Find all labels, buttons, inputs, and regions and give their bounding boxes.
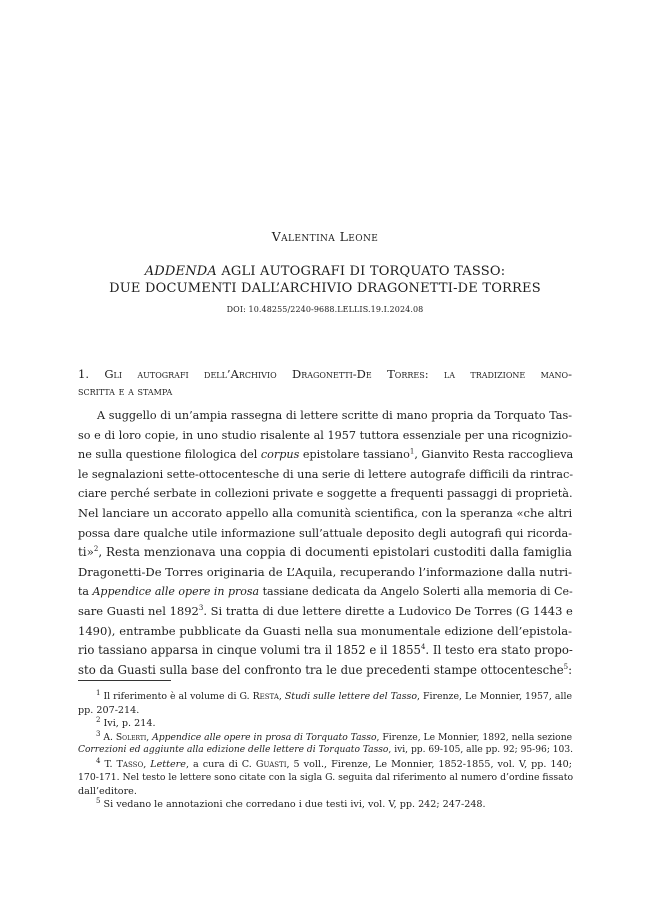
body-line: Dragonetti-De Torres originaria de L’Aquila, recuperando l’informazione dalla nutri-	[78, 564, 572, 579]
footnote-ref-4: 4	[420, 643, 426, 652]
title-line-2: DUE DOCUMENTI DALL’ARCHIVIO DRAGONETTI-DE TORRES	[109, 281, 541, 296]
body-line: rio tassiano apparsa in cinque volumi tra il 1852 e il 1855$^4$. Il testo era stato propo-	[78, 643, 573, 658]
footnote-ref-2: 2	[93, 545, 99, 554]
body-line: Nel lanciare un accorato appello alla comunità scientifica, con la speranza «che altri	[78, 505, 573, 520]
body-line: sto da Guasti sulla base del confronto tra le due precedenti stampe ottocentesche$^5$:	[78, 662, 573, 677]
article-title	[0, 263, 650, 297]
author-name: Valentina Leone	[271, 229, 379, 244]
footnote-5: $^5$ Si vedano le annotazioni che corredano i due testi ivi, vol. V, pp. 242; 247-248.	[96, 796, 486, 810]
title-line-1: ADDENDA AGLI AUTOGRAFI DI TORQUATO TASSO:	[144, 264, 506, 279]
footnote-ref-3: 3	[198, 604, 204, 613]
body-line: so e di loro copie, in uno studio risalente al 1957 tuttora essenziale per una ricognizio-	[78, 428, 572, 442]
body-line: ciare perché serbate in collezioni private e soggette a frequenti passaggi di proprietà.	[78, 487, 573, 501]
body-line: 1490), entrambe pubblicate da Guasti nella sua monumentale edizione dell’epistola-	[78, 623, 572, 638]
footnote-3-cont: Correzioni ed aggiunte alla edizione delle lettere di Torquato Tasso, ivi, pp. 69-105, alle pp. 92; 95-96; 103.	[78, 745, 574, 755]
section-heading	[78, 366, 572, 400]
body-line: A suggello di un’ampia rassegna di lettere scritte di mano propria da Torquato Tas-	[97, 409, 572, 422]
body-line: ta Appendice alle opere in prosa tassiane dedicata da Angelo Solerti alla memoria di Ce-	[78, 585, 573, 599]
body-line: le segnalazioni sette-ottocentesche di una serie di lettere autografe difficili da rintrac-	[78, 467, 574, 481]
footnotes	[78, 690, 572, 812]
doi-identifier: DOI: 10.48255/2240-9688.LELLIS.19.I.2024.08	[226, 305, 424, 314]
footnote-4-cont: 170-171. Nel testo le lettere sono citate con la sigla G. seguita dal riferimento al numero d’ordine fissato	[78, 772, 574, 783]
body-line: ti»$^2$, Resta menzionava una coppia di documenti epistolari custoditi dalla famiglia	[78, 545, 572, 560]
footnote-1: $^1$ Il riferimento è al volume di G. Resta, Studi sulle lettere del Tasso, Firenze, Le Monnier, 1957, alle	[96, 688, 572, 702]
footnote-ref-1: 1	[409, 447, 415, 456]
body-line: sare Guasti nel 1892$^3$. Si tratta di due lettere dirette a Ludovico De Torres (G 1443 e	[78, 603, 573, 618]
section-heading-line-2: scritta e a stampa	[78, 384, 173, 398]
footnote-3: $^3$ A. Solerti, Appendice alle opere in prosa di Torquato Tasso, Firenze, Le Monnier, 1892, nella sezione	[96, 729, 573, 743]
body-line: possa dare qualche utile informazione sull’attuale deposito degli autografi qui ricorda-	[78, 526, 572, 540]
footnote-4: $^4$ T. Tasso, Lettere, a cura di C. Guasti, 5 voll., Firenze, Le Monnier, 1852-1855, vol. V, pp. 140;	[96, 756, 572, 770]
footnote-separator	[78, 680, 171, 681]
footnote-2: $^2$ Ivi, p. 214.	[96, 715, 156, 729]
body-text	[78, 406, 572, 680]
footnote-4-cont: dall’editore.	[78, 785, 137, 797]
footnote-ref-5: 5	[563, 662, 569, 671]
section-heading-line-1: 1. Gli autografi dell’Archivio Dragonetti-De Torres: la tradizione mano-	[78, 367, 572, 381]
body-line: ne sulla questione filologica del corpus epistolare tassiano$^1$, Gianvito Resta raccoglieva	[78, 447, 574, 462]
title-addenda: ADDENDA	[144, 264, 218, 279]
footnote-1-cont: pp. 207-214.	[78, 704, 140, 716]
